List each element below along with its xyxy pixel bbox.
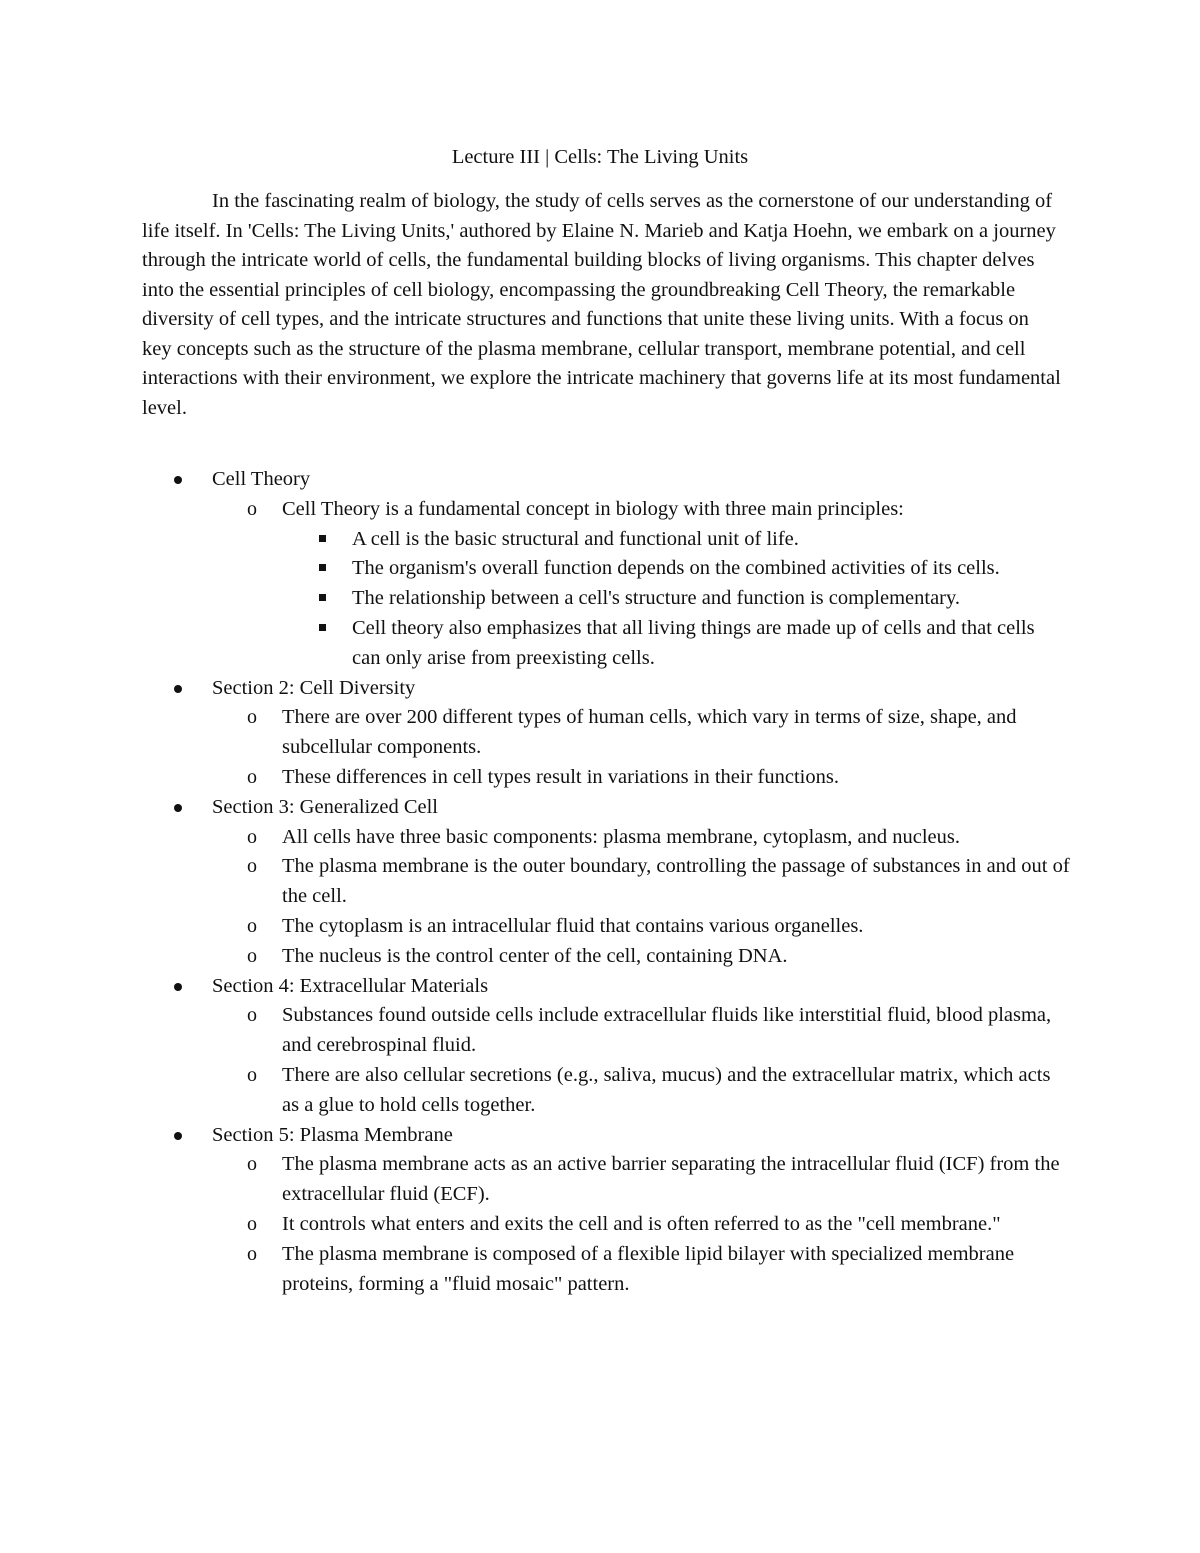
outline-item-level-1 [0, 1121, 1072, 1151]
bullet-letter-o: o [247, 825, 257, 848]
outline-item-text: The plasma membrane is composed of a flexible lipid bilayer with specialized membrane proteins, forming a "fluid mosaic" pattern. [282, 1242, 1015, 1295]
bullet-letter-o: o [247, 1063, 257, 1086]
outline-item-text: The organism's overall function depends on the combined activities of its cells. [352, 557, 1000, 580]
bullet-letter-o: o [247, 1212, 257, 1235]
bullet-square-icon [319, 624, 326, 631]
outline-item-level-3 [0, 554, 1062, 584]
outline-item-level-1 [0, 972, 1072, 1002]
outline-item-level-2 [0, 763, 1072, 793]
outline-item-level-2 [0, 1001, 1072, 1061]
outline-item-text: The plasma membrane is the outer boundary, controlling the passage of substances in and out of the cell. [282, 855, 1070, 908]
outline-list [0, 465, 1200, 1299]
outline-item-text: It controls what enters and exits the cell and is often referred to as the "cell membrane." [282, 1212, 1001, 1235]
page-title: Lecture III | Cells: The Living Units [451, 146, 749, 168]
outline-item-level-2 [0, 703, 1072, 763]
bullet-circle-icon [174, 685, 182, 693]
outline-item-level-3 [0, 614, 1062, 674]
outline-item-text: Section 5: Plasma Membrane [212, 1123, 453, 1146]
bullet-circle-icon [174, 983, 182, 991]
outline-item-level-2 [0, 495, 1072, 525]
bullet-letter-o: o [247, 1153, 257, 1176]
outline-item-level-1 [0, 793, 1072, 823]
bullet-letter-o: o [247, 1242, 257, 1265]
outline-item-text: Substances found outside cells include extracellular fluids like interstitial fluid, blood plasma, and cerebrospinal fluid. [282, 1004, 1052, 1057]
outline-item-level-1 [0, 674, 1072, 704]
outline-item-level-2 [0, 912, 1072, 942]
outline-item-level-2 [0, 1240, 1072, 1300]
bullet-circle-icon [174, 804, 182, 812]
bullet-circle-icon [174, 476, 182, 484]
outline-item-level-2 [0, 1150, 1072, 1210]
outline-item-text: The plasma membrane acts as an active barrier separating the intracellular fluid (ICF) from the extracellular fluid (ECF). [282, 1153, 1060, 1206]
bullet-circle-icon [174, 1132, 182, 1140]
outline-item-text: There are over 200 different types of human cells, which vary in terms of size, shape, and subcellular components. [282, 706, 1017, 759]
outline-item-text: The relationship between a cell's structure and function is complementary. [352, 587, 961, 610]
outline-item-text: All cells have three basic components: plasma membrane, cytoplasm, and nucleus. [282, 825, 961, 848]
bullet-letter-o: o [247, 765, 257, 788]
bullet-square-icon [319, 564, 326, 571]
outline-item-text: There are also cellular secretions (e.g., saliva, mucus) and the extracellular matrix, which acts as a glue to hold cells together. [282, 1063, 1051, 1116]
bullet-letter-o: o [247, 706, 257, 729]
intro-paragraph: In the fascinating realm of biology, the study of cells serves as the cornerstone of our understanding of life itself. In 'Cells: The Living Units,' authored by Elaine N. Marieb and Katja Hoehn, we embark on a journey through the intricate world of cells, the fundamental building blocks of living organisms. This chapter delves into the essential principles of cell biology, encompassing the groundbreaking Cell Theory, the remarkable diversity of cell types, and the intricate structures and functions that unite these living units. With a focus on key concepts such as the structure of the plasma membrane, cellular transport, membrane potential, and cell interactions with their environment, we explore the intricate machinery that governs life at its most fundamental level. [142, 190, 1061, 419]
bullet-letter-o: o [247, 497, 257, 520]
bullet-letter-o: o [247, 855, 257, 878]
outline-item-text: Cell Theory is a fundamental concept in biology with three main principles: [282, 497, 904, 520]
outline-item-text: Cell Theory [212, 468, 311, 490]
outline-item-text: Section 4: Extracellular Materials [212, 974, 489, 997]
bullet-letter-o: o [247, 914, 257, 937]
outline-item-level-1 [0, 465, 1072, 495]
outline-item-level-3 [0, 525, 1062, 555]
bullet-letter-o: o [247, 1004, 257, 1027]
bullet-square-icon [319, 594, 326, 601]
outline-item-text: The cytoplasm is an intracellular fluid that contains various organelles. [282, 914, 864, 937]
bullet-square-icon [319, 535, 326, 542]
outline-item-text: The nucleus is the control center of the cell, containing DNA. [282, 944, 788, 967]
outline-item-text: Cell theory also emphasizes that all living things are made up of cells and that cells can only arise from preexisting cells. [352, 616, 1035, 669]
outline-item-level-2 [0, 823, 1072, 853]
outline-item-level-3 [0, 584, 1062, 614]
outline-item-level-2 [0, 942, 1072, 972]
bullet-letter-o: o [247, 944, 257, 967]
outline-item-level-2 [0, 1210, 1072, 1240]
outline-item-text: A cell is the basic structural and functional unit of life. [352, 527, 799, 550]
outline-item-level-2 [0, 852, 1072, 912]
outline-item-text: Section 2: Cell Diversity [212, 676, 416, 699]
outline-item-text: Section 3: Generalized Cell [212, 795, 438, 818]
outline-item-level-2 [0, 1061, 1072, 1121]
outline-item-text: These differences in cell types result in variations in their functions. [282, 765, 839, 788]
